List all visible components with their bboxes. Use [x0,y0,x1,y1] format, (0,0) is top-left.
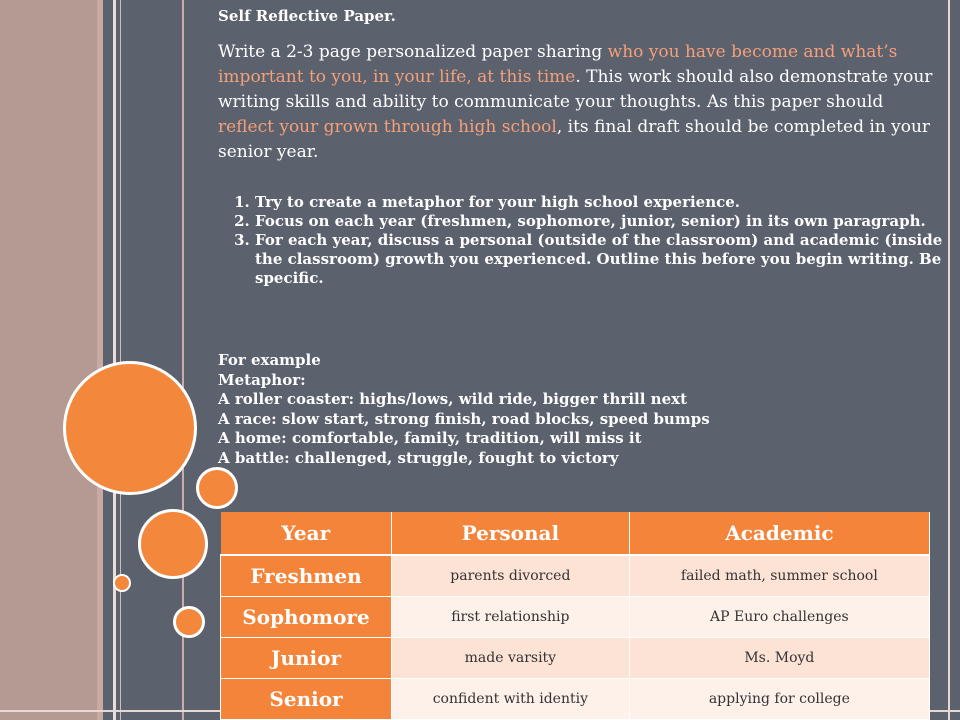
intro-text: . This work should also demonstrate your writing skills and ability to communicate your thoughts. As this paper should [218,67,933,112]
decor-stripe [97,0,103,720]
table-row [221,679,930,720]
intro-highlight: who you have become and what’s important to you, in your life, at this time [218,42,898,87]
decor-circle-medium [138,509,208,579]
table-row [221,638,930,679]
example-heading: For example [218,351,321,369]
instruction-list [218,193,960,288]
example-line: A race: slow start, strong finish, road blocks, speed bumps [218,409,710,428]
decor-circle-tiny [113,574,131,592]
example-line: A roller coaster: highs/lows, wild ride, bigger thrill next [218,390,687,408]
table-header: Personal [392,512,630,555]
academic-cell: applying for college [629,679,929,720]
decor-band-left [0,0,97,720]
academic-cell: AP Euro challenges [629,597,929,638]
decor-circle-small [173,606,205,638]
year-cell: Senior [221,679,392,720]
academic-cell: Ms. Moyd [629,638,929,679]
decor-frame-line [948,0,950,720]
decor-circle-small [196,467,238,509]
year-table [220,512,930,720]
intro-text: Write a 2-3 page personalized paper sharing [218,42,608,62]
academic-cell: failed math, summer school [629,555,929,597]
decor-stripe [120,0,121,720]
intro-text: , its final draft should be completed in your senior year. [218,117,931,162]
table-header-row [221,512,930,555]
table-header: Academic [629,512,929,555]
decor-stripe [113,0,116,720]
example-block [218,351,710,468]
personal-cell: parents divorced [392,555,630,597]
personal-cell: confident with identiy [392,679,630,720]
intro-highlight: reflect your grown through high school [218,117,557,137]
example-line: A battle: challenged, struggle, fought to victory [218,448,619,467]
example-line: A home: comfortable, family, tradition, will miss it [218,429,642,447]
personal-cell: made varsity [392,638,630,679]
instruction-item: 1. Try to create a metaphor for your high school experience. [255,193,960,212]
year-cell: Sophomore [221,597,392,638]
year-cell: Freshmen [221,555,392,597]
instruction-item: 2. Focus on each year (freshmen, sophomore, junior, senior) in its own paragraph. [255,212,960,231]
table-row [221,555,930,597]
example-label: Metaphor: [218,370,306,389]
table-row [221,597,930,638]
page-title: Self Reflective Paper. [218,7,396,25]
personal-cell: first relationship [392,597,630,638]
decor-circle-large [63,361,197,495]
table-header: Year [221,512,392,555]
year-cell: Junior [221,638,392,679]
instruction-item: 3. For each year, discuss a personal (outside of the classroom) and academic (inside the classroom) growth you experienced. Outline this before you begin writing. Be specific. [255,231,960,288]
intro-paragraph [218,40,938,165]
